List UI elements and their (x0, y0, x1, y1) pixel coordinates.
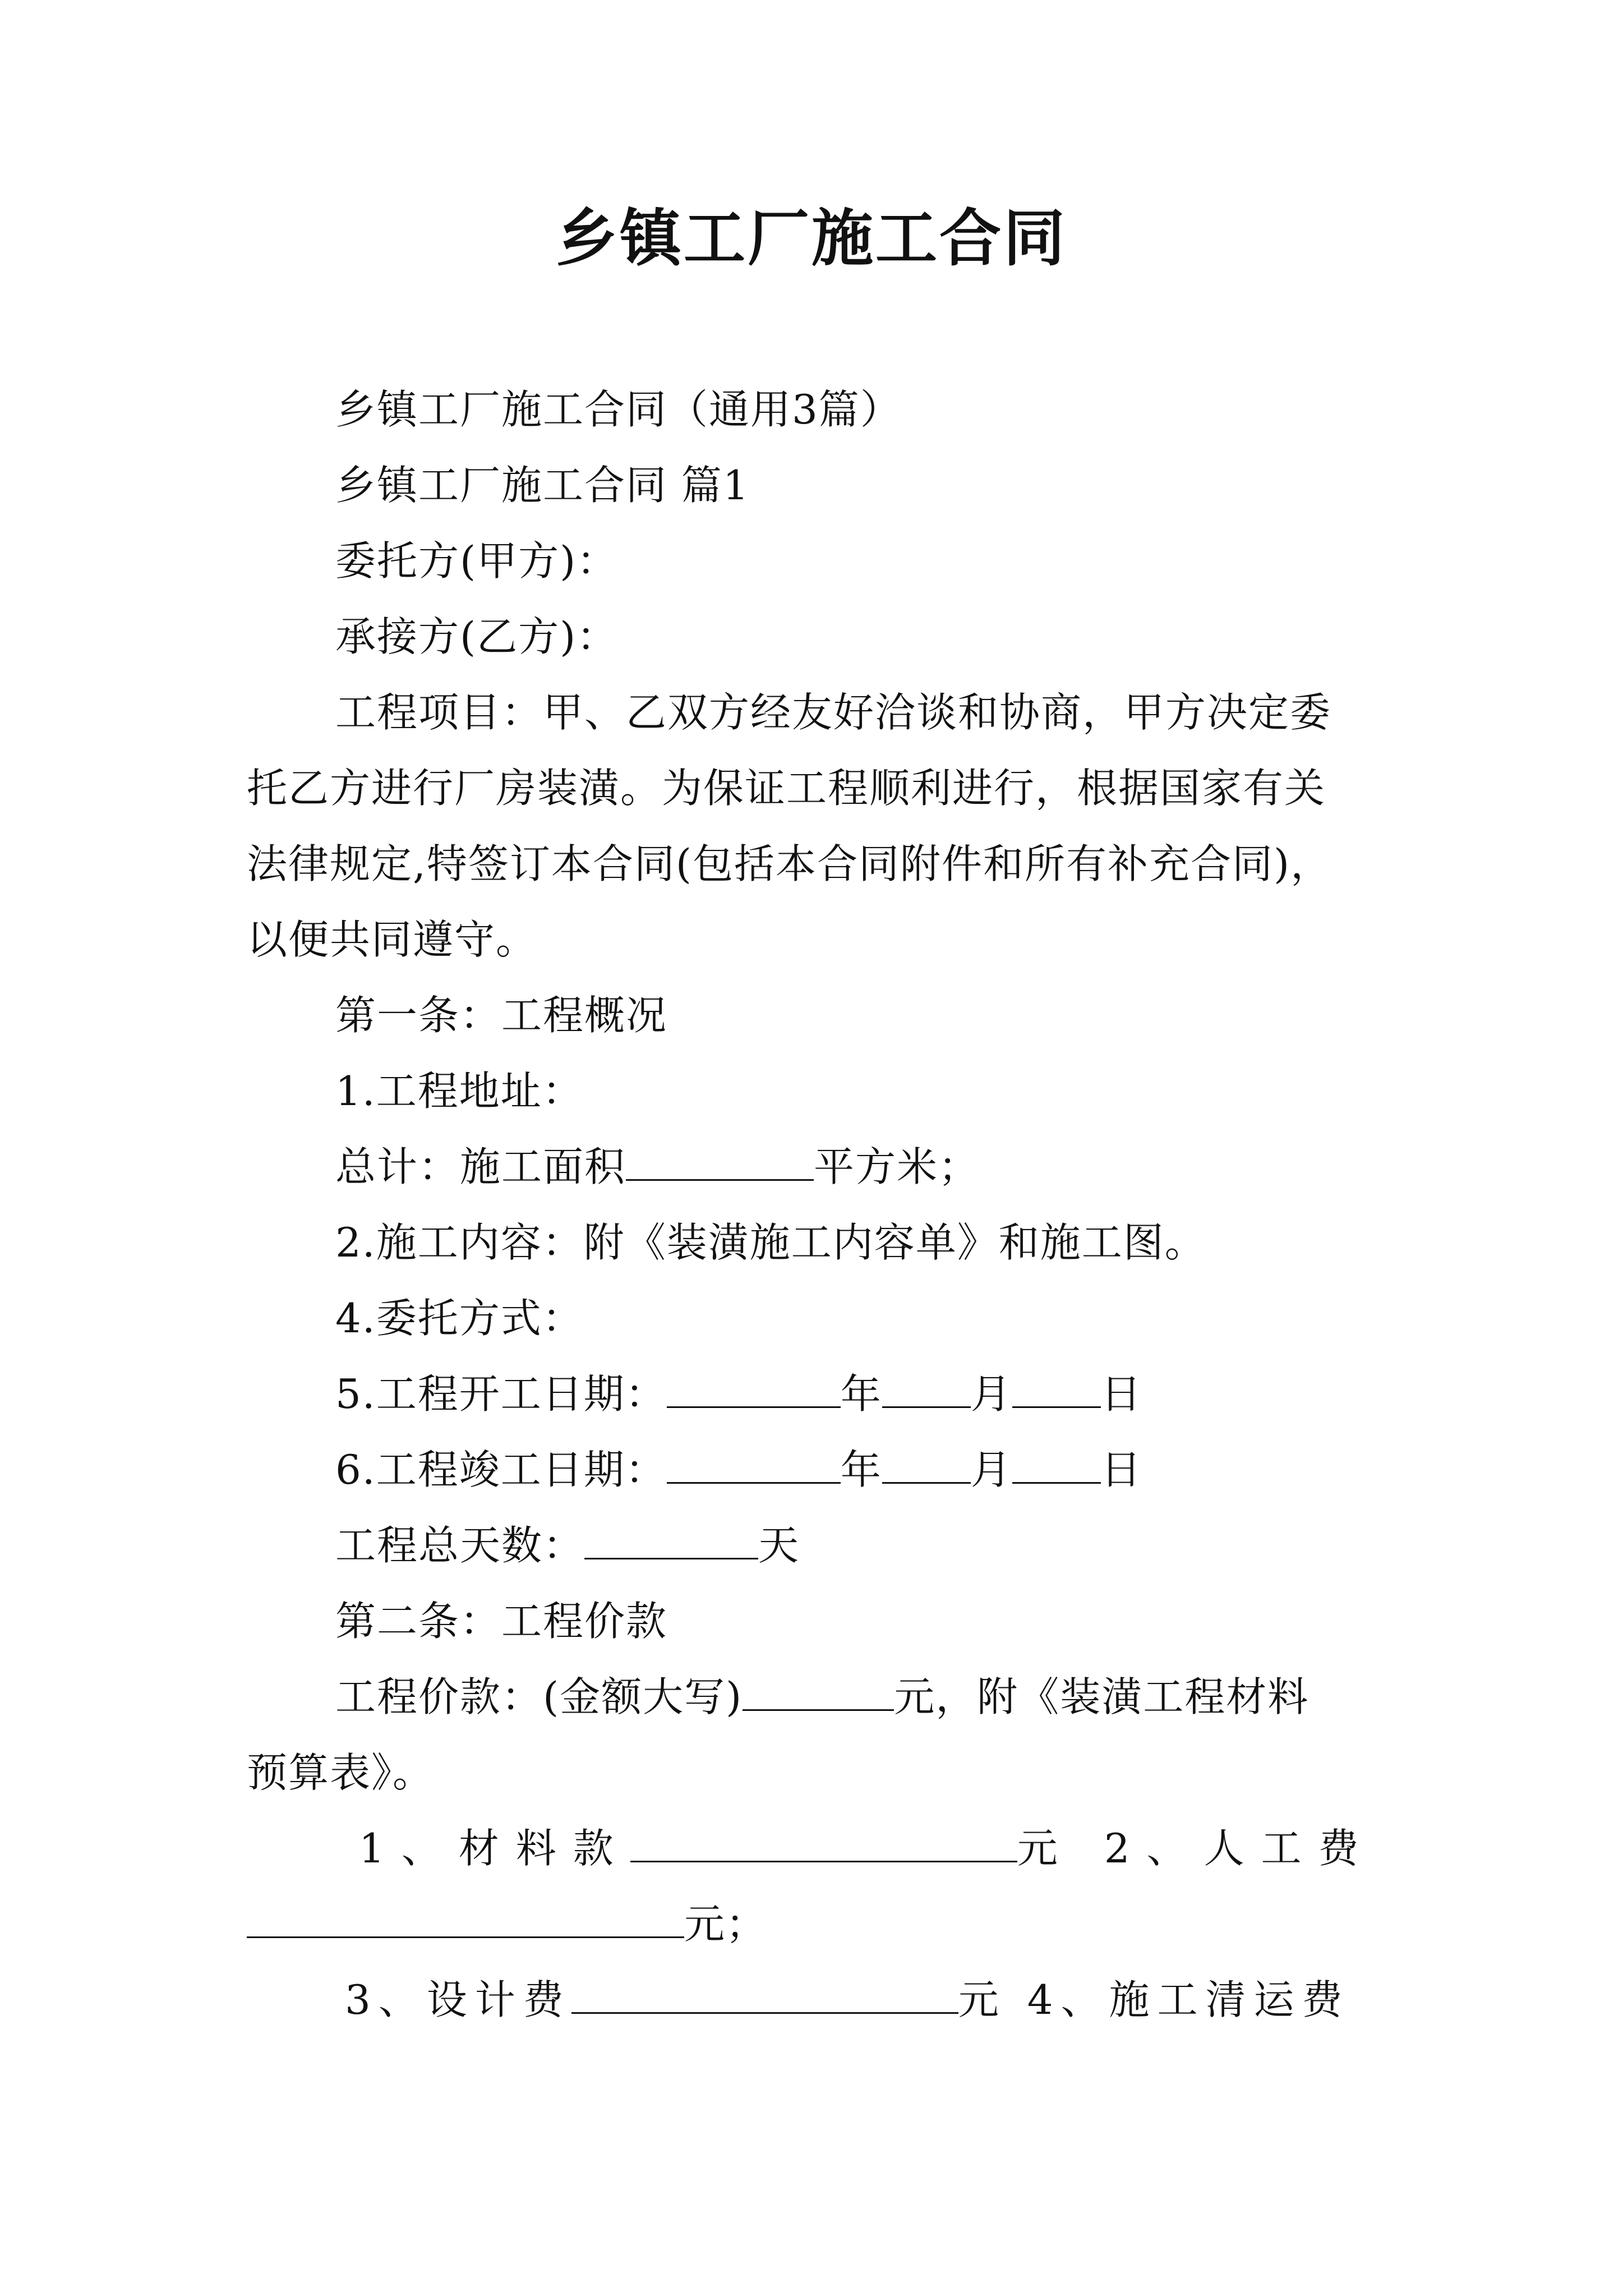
party-b-label: 承接方(乙方)： (335, 613, 619, 660)
area-prefix: 总计：施工面积 (335, 1143, 626, 1190)
start-day-blank (1012, 1372, 1101, 1408)
project-paragraph-line-4: 以便共同遵守。 (247, 916, 538, 963)
end-month-blank (882, 1447, 971, 1484)
end-month-label: 月 (970, 1446, 1012, 1493)
design-fee-label: 3、设计费 (345, 1976, 571, 2023)
end-date-prefix: 6.工程竣工日期： (335, 1446, 667, 1493)
start-year-blank (667, 1372, 841, 1408)
article2-heading: 第二条：工程价款 (335, 1598, 668, 1645)
project-paragraph-line-2: 托乙方进行厂房装潢。为保证工程顺利进行，根据国家有关 (247, 765, 1326, 812)
subtitle: 乡镇工厂施工合同（通用3篇） (335, 386, 902, 433)
price-prefix: 工程价款：(金额大写) (335, 1673, 743, 1720)
project-address: 1.工程地址： (335, 1068, 584, 1115)
cost-items-line-2 (247, 1896, 767, 1952)
design-fee-yuan: 元 (958, 1976, 1007, 2023)
cost-items-line-3 (345, 1972, 1350, 2028)
document-title: 乡镇工厂施工合同 (556, 202, 1067, 274)
part-heading: 乡镇工厂施工合同 篇1 (335, 462, 750, 509)
end-year-blank (667, 1447, 841, 1484)
construction-content: 2.施工内容：附《装潢施工内容单》和施工图。 (335, 1219, 1206, 1266)
end-date-line (335, 1442, 1142, 1498)
project-price-line (335, 1669, 1309, 1725)
material-cost-blank (630, 1826, 1017, 1862)
start-year-label: 年 (840, 1370, 882, 1418)
start-month-blank (882, 1372, 971, 1408)
design-fee-blank (571, 1977, 958, 2014)
price-suffix: 元，附《装潢工程材料 (894, 1673, 1310, 1720)
area-blank (626, 1144, 814, 1181)
commission-method: 4.委托方式： (335, 1295, 584, 1342)
labor-cost-yuan: 元； (684, 1901, 768, 1948)
article1-heading: 第一条：工程概况 (335, 992, 668, 1039)
price-blank (743, 1674, 894, 1711)
start-date-line (335, 1366, 1142, 1422)
labor-cost-label: 2、人工费 (1104, 1825, 1376, 1872)
material-cost-label: 1、材料款 (359, 1825, 630, 1872)
cleanup-fee-label: 4、施工清运费 (1027, 1976, 1350, 2023)
material-cost-yuan: 元 (1017, 1825, 1075, 1872)
total-days-prefix: 工程总天数： (335, 1522, 585, 1569)
cost-items-line-1 (359, 1820, 1376, 1876)
total-days-suffix: 天 (758, 1522, 800, 1569)
labor-cost-blank (247, 1902, 684, 1938)
start-month-label: 月 (970, 1370, 1012, 1418)
construction-area-line (335, 1139, 980, 1195)
party-a-label: 委托方(甲方)： (335, 537, 619, 585)
total-days-blank (584, 1523, 758, 1559)
end-day-label: 日 (1100, 1446, 1142, 1493)
project-paragraph-line-3: 法律规定,特签订本合同(包括本合同附件和所有补充合同)， (247, 840, 1332, 887)
area-suffix: 平方米； (814, 1143, 980, 1190)
end-day-blank (1012, 1447, 1101, 1484)
start-date-prefix: 5.工程开工日期： (335, 1370, 667, 1418)
total-days-line (335, 1517, 800, 1573)
start-day-label: 日 (1100, 1370, 1142, 1418)
price-continuation: 预算表》。 (247, 1749, 435, 1796)
project-paragraph-line-1: 工程项目：甲、乙双方经友好洽谈和协商，甲方决定委 (335, 689, 1332, 736)
end-year-label: 年 (840, 1446, 882, 1493)
